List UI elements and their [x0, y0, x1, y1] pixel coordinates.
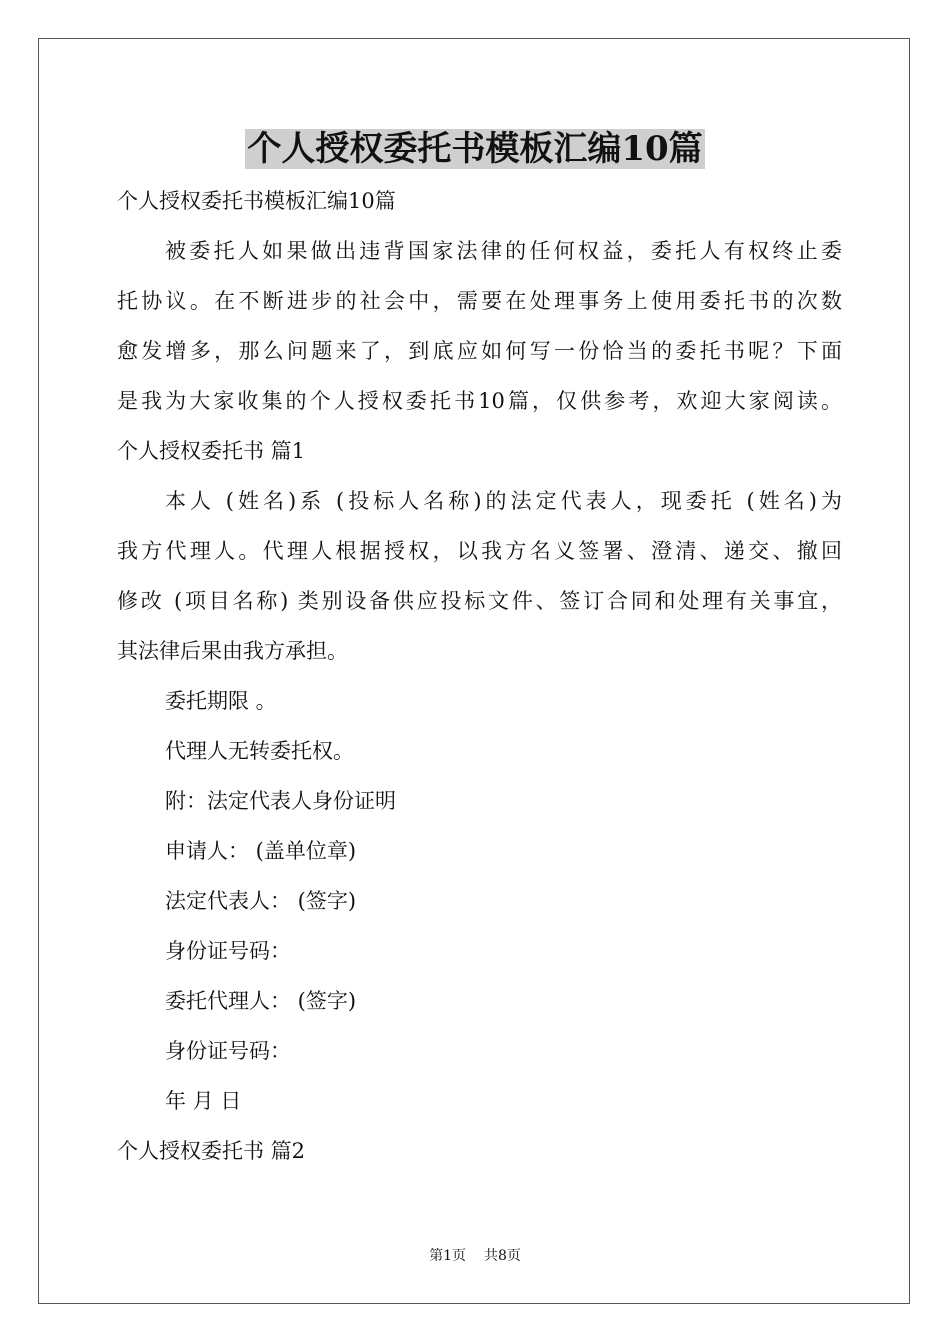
paragraph-line: 委托期限 。: [165, 689, 277, 713]
paragraph-line: 本人 (姓名)系 (投标人名称)的法定代表人，现委托 (姓名)为: [165, 489, 842, 513]
document-title: [0, 124, 950, 174]
paragraph-line: 代理人无转委托权。: [165, 739, 354, 763]
document-body: [117, 176, 842, 1176]
paragraph-line: 其法律后果由我方承担。: [117, 639, 348, 663]
section-heading: 个人授权委托书 篇2: [117, 1139, 306, 1163]
paragraph-line: 修改 (项目名称) 类别设备供应投标文件、签订合同和处理有关事宜，: [117, 589, 842, 613]
date-line: 年 月 日: [165, 1089, 242, 1113]
form-field-line: 身份证号码：: [165, 939, 291, 963]
paragraph-line: 托协议。在不断进步的社会中，需要在处理事务上使用委托书的次数: [117, 289, 842, 313]
form-field-line: 法定代表人： (签字): [165, 889, 357, 913]
document-title-text: 个人授权委托书模板汇编10篇: [247, 129, 703, 169]
paragraph-line: 我方代理人。代理人根据授权，以我方名义签署、澄清、递交、撤回: [117, 539, 842, 563]
page-total: 共8页: [484, 1248, 521, 1264]
form-field-line: 委托代理人： (签字): [165, 989, 357, 1013]
page-footer: [0, 1246, 950, 1266]
section-heading: 个人授权委托书 篇1: [117, 439, 306, 463]
paragraph-line: 是我为大家收集的个人授权委托书10篇，仅供参考，欢迎大家阅读。: [117, 389, 842, 413]
paragraph-line: 附：法定代表人身份证明: [165, 789, 396, 813]
paragraph-line: 被委托人如果做出违背国家法律的任何权益，委托人有权终止委: [165, 239, 842, 263]
paragraph-line: 愈发增多，那么问题来了，到底应如何写一份恰当的委托书呢？下面: [117, 339, 842, 363]
subtitle-line: 个人授权委托书模板汇编10篇: [117, 189, 396, 213]
form-field-line: 申请人： (盖单位章): [165, 839, 357, 863]
page-number: 第1页: [429, 1248, 466, 1264]
form-field-line: 身份证号码：: [165, 1039, 291, 1063]
